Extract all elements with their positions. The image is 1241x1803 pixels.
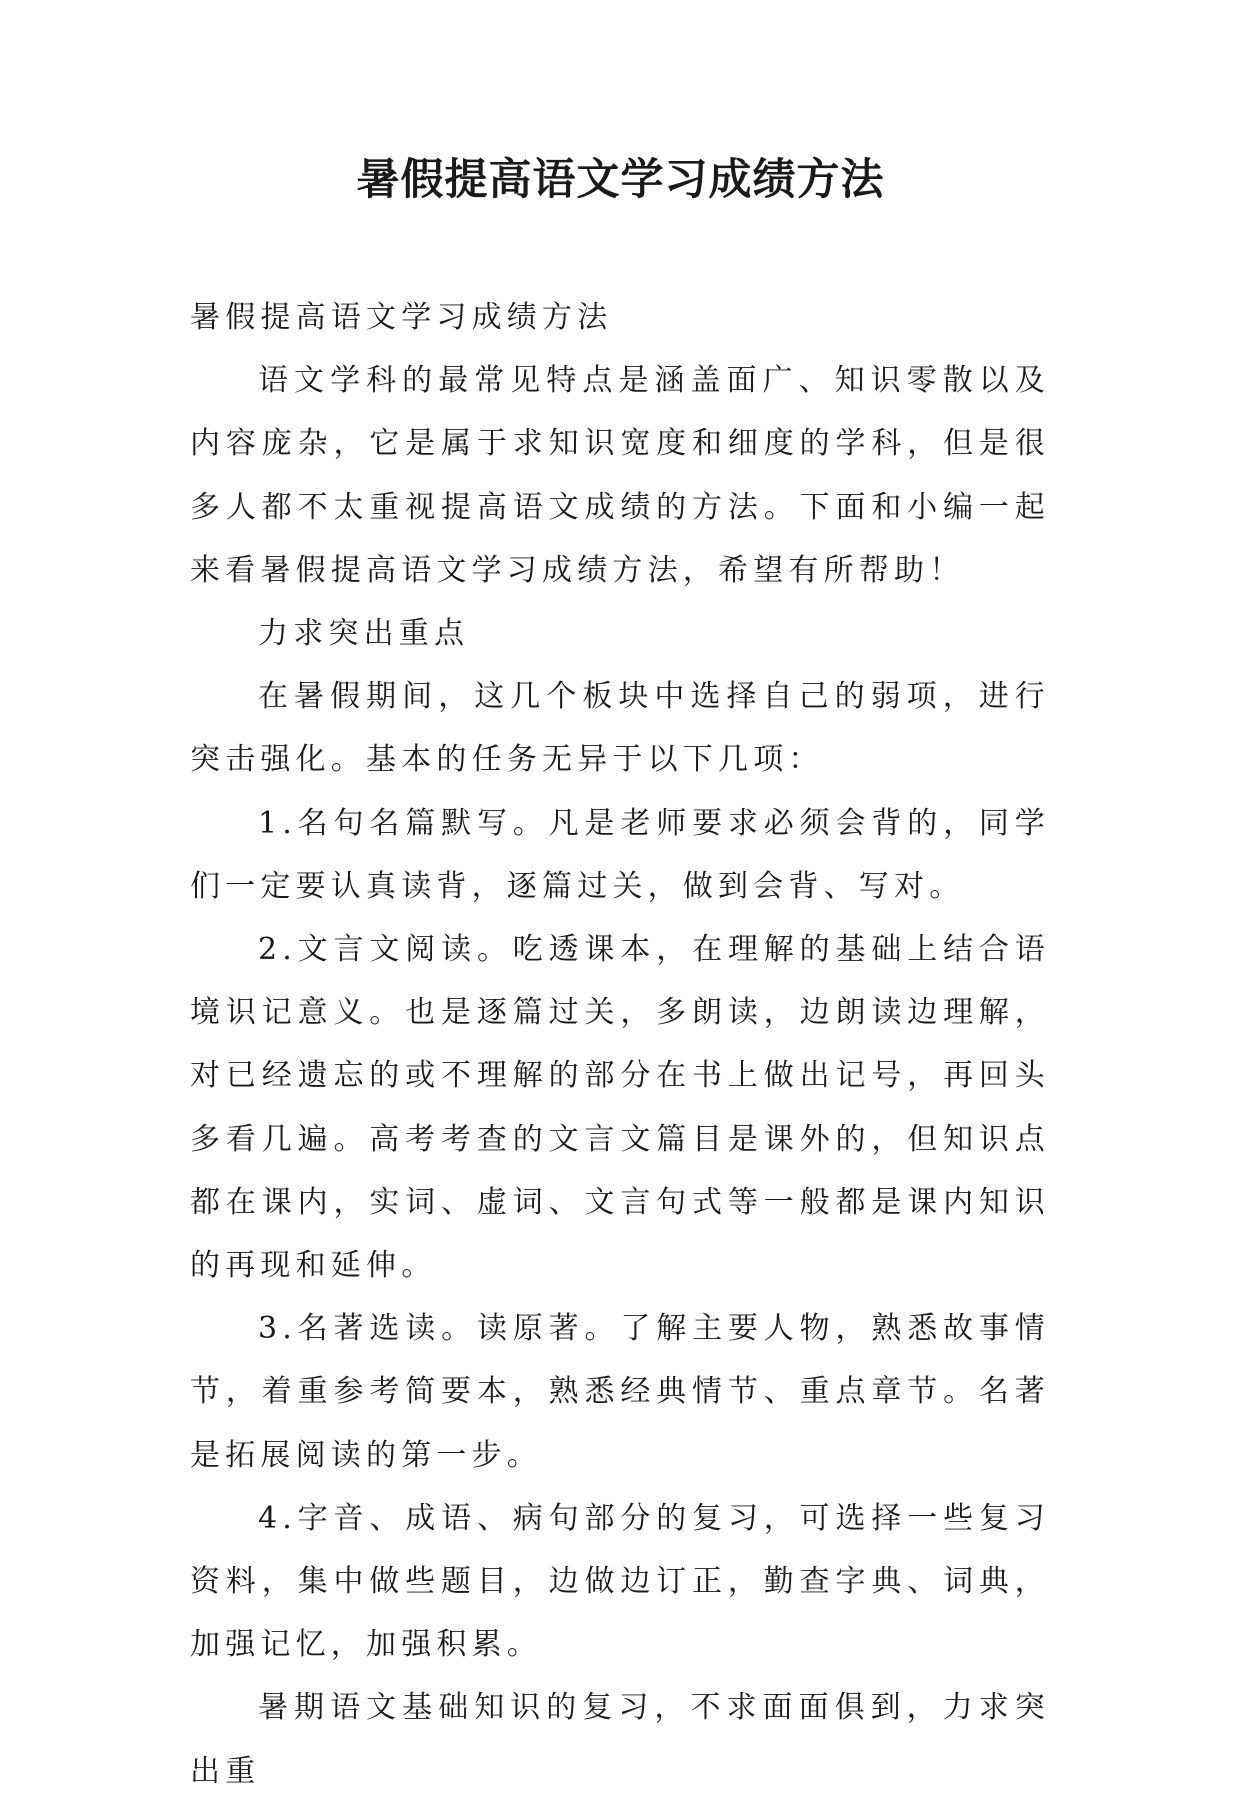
section-heading: 力求突出重点 [258, 616, 470, 652]
list-item: 1.名句名篇默写。凡是老师要求必须会背的，同学们一定要认真读背，逐篇过关，做到会背、写对。 [190, 805, 1050, 904]
list-item: 3.名著选读。读原著。了解主要人物，熟悉故事情节，着重参考简要本，熟悉经典情节、重点章节。名著是拓展阅读的第一步。 [190, 1311, 1050, 1473]
intro-paragraph: 语文学科的最常见特点是涵盖面广、知识零散以及内容庞杂，它是属于求知识宽度和细度的学科，但是很多人都不太重视提高语文成绩的方法。下面和小编一起来看暑假提高语文学习成绩方法，希望有所帮助！ [190, 363, 1050, 588]
paragraph: 暑期语文基础知识的复习，不求面面俱到，力求突出重 [190, 1690, 1050, 1789]
document-title: 暑假提高语文学习成绩方法 [356, 155, 885, 205]
document-body [190, 286, 1050, 1803]
paragraph: 在暑假期间，这几个板块中选择自己的弱项，进行突击强化。基本的任务无异于以下几项： [190, 679, 1050, 778]
list-item: 4.字音、成语、病句部分的复习，可选择一些复习资料，集中做些题目，边做边订正，勤查字典、词典，加强记忆，加强积累。 [190, 1500, 1050, 1663]
subtitle-line: 暑假提高语文学习成绩方法 [190, 300, 613, 335]
list-item: 2.文言文阅读。吃透课本，在理解的基础上结合语境识记意义。也是逐篇过关，多朗读，边朗读边理解，对已经遗忘的或不理解的部分在书上做出记号，再回头多看几遍。高考考查的文言文篇目是课外的，但知识点都在课内，实词、虚词、文言句式等一般都是课内知识的再现和延伸。 [190, 932, 1050, 1284]
